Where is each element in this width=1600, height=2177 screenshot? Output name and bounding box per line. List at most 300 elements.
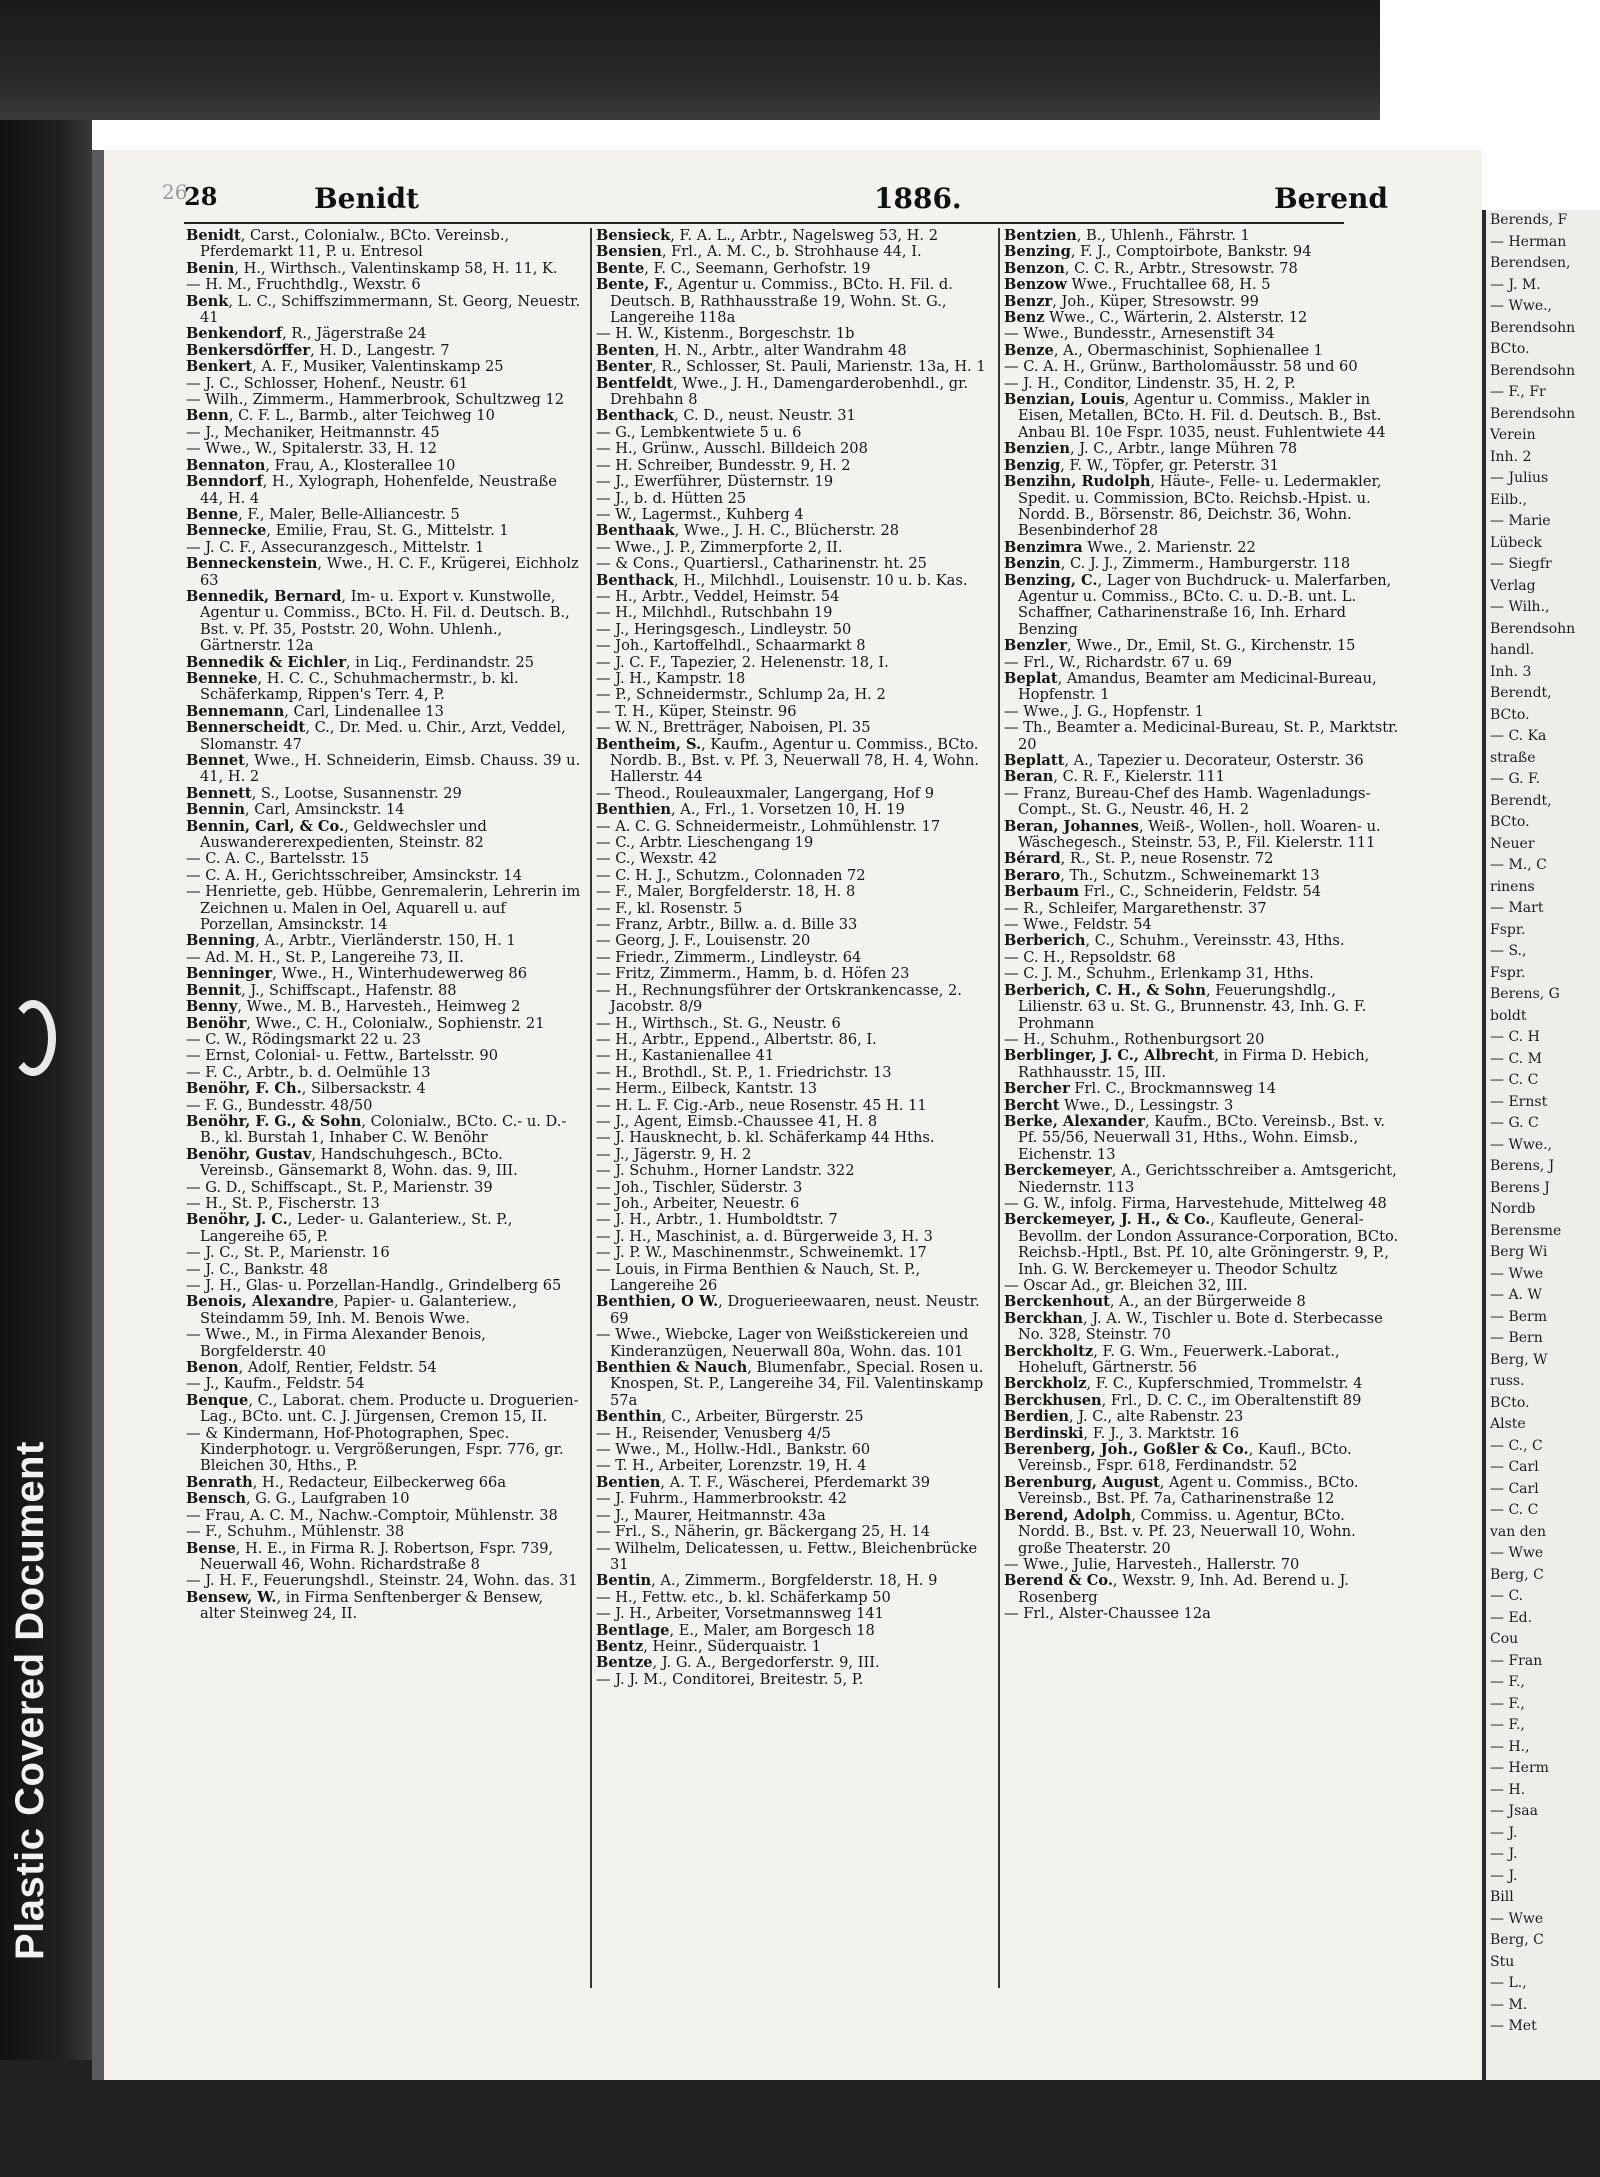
entry-name: Benzian, Louis xyxy=(1004,391,1125,409)
adjacent-page-fragment xyxy=(1482,210,1600,2080)
adjacent-page-line: Lübeck xyxy=(1490,534,1542,551)
entry-text: , Kaufm., BCto. Vereinsb., Bst. v. Pf. 55/56, Neuerwall 31, Hths., Wohn. Eimsb., Eichenstr. 13 xyxy=(1018,1112,1386,1163)
entry-text: , A., Tapezier u. Decorateur, Osterstr. 36 xyxy=(1064,752,1364,769)
directory-entry xyxy=(1004,1508,1399,1557)
entry-text: Wwe., 2. Marienstr. 22 xyxy=(1082,538,1256,556)
directory-entry xyxy=(1004,228,1399,244)
adjacent-page-line: — C. H xyxy=(1490,1029,1540,1045)
entry-text: — Wwe., Julie, Harvesteh., Hallerstr. 70 xyxy=(1004,1555,1300,1573)
directory-entry xyxy=(596,573,991,589)
header-last-word: Berend xyxy=(1274,182,1388,215)
directory-entry xyxy=(186,966,581,982)
entry-text: — W. N., Bretträger, Naboisen, Pl. 35 xyxy=(596,719,871,737)
directory-entry xyxy=(596,687,991,703)
directory-entry xyxy=(186,589,581,655)
entry-name: Benzler xyxy=(1004,637,1068,655)
entry-text: , R., Schlosser, St. Pauli, Marienstr. 13a, H. 1 xyxy=(651,358,986,376)
directory-entry xyxy=(186,1032,581,1048)
scanner-top-edge xyxy=(0,0,1380,120)
directory-entry xyxy=(1004,244,1399,260)
entry-text: , Lager von Buchdruck- u. Malerfarben, Agentur u. Commiss., BCto. C. u. D.-B. unt. L. Schaffner, Catharinenstraße 16, Inh. Erhard Benzing xyxy=(1018,571,1392,638)
scanner-top-right xyxy=(1380,0,1600,120)
entry-name: Berend, Adolph xyxy=(1004,1506,1132,1524)
directory-entry xyxy=(1004,769,1399,785)
entry-text: , A., Zimmerm., Borgfelderstr. 18, H. 9 xyxy=(651,1572,938,1590)
entry-text: , Geldwechsler und Auswandererexpedienten, Steinstr. 82 xyxy=(200,817,487,852)
directory-entry xyxy=(596,1327,991,1360)
directory-entry xyxy=(1004,1163,1399,1196)
directory-entry xyxy=(186,655,581,671)
directory-entry xyxy=(596,1458,991,1474)
directory-entry xyxy=(596,1065,991,1081)
directory-entry xyxy=(596,474,991,490)
entry-text: — F. G., Bundesstr. 48/50 xyxy=(186,1096,373,1114)
directory-entry xyxy=(186,343,581,359)
entry-text: , H., Redacteur, Eilbeckerweg 66a xyxy=(252,1473,507,1491)
entry-text: , C., Dr. Med. u. Chir., Arzt, Veddel, Slomanstr. 47 xyxy=(200,719,566,753)
entry-text: — Wwe., Bundesstr., Arnesenstift 34 xyxy=(1004,325,1275,343)
adjacent-page-line: Eilb., xyxy=(1490,491,1528,508)
entry-name: Bentien xyxy=(596,1473,661,1491)
entry-name: Benndorf xyxy=(186,473,263,491)
directory-entry xyxy=(186,1212,581,1245)
directory-entry xyxy=(1004,868,1399,884)
entry-text: — W., Lagermst., Kuhberg 4 xyxy=(596,505,804,523)
directory-entry xyxy=(596,884,991,900)
side-curl-mark xyxy=(10,1000,56,1076)
directory-entry xyxy=(596,1590,991,1606)
adjacent-page-line: boldt xyxy=(1490,1007,1527,1024)
directory-entry xyxy=(186,1278,581,1294)
directory-entry xyxy=(596,1032,991,1048)
entry-name: Benning xyxy=(186,932,256,950)
adjacent-page-line: — Jsaa xyxy=(1490,1803,1538,1819)
directory-entry xyxy=(186,1065,581,1081)
entry-name: Benois, Alexandre xyxy=(186,1293,334,1311)
directory-entry xyxy=(596,1475,991,1491)
entry-name: Bennerscheidt xyxy=(186,719,306,737)
entry-name: Benthack xyxy=(596,407,675,425)
entry-text: Frl. C., Brockmannsweg 14 xyxy=(1069,1080,1277,1098)
entry-text: , in Firma D. Hebich, Rathhausstr. 15, III. xyxy=(1018,1047,1370,1081)
directory-entry xyxy=(186,1098,581,1114)
directory-entry xyxy=(596,966,991,982)
directory-entry xyxy=(1004,1294,1399,1310)
directory-entry xyxy=(596,523,991,539)
directory-entry xyxy=(596,1048,991,1064)
directory-entry xyxy=(596,1245,991,1261)
entry-text: , Colonialw., BCto. C.- u. D.-B., kl. Burstah 1, Inhaber C. W. Benöhr xyxy=(200,1112,567,1147)
entry-text: , Wwe., C. H., Colonialw., Sophienstr. 21 xyxy=(246,1014,545,1032)
directory-entry xyxy=(186,868,581,884)
directory-entry xyxy=(186,802,581,818)
adjacent-page-line: russ. xyxy=(1490,1373,1525,1389)
entry-text: — H., Fettw. etc., b. kl. Schäferkamp 50 xyxy=(596,1588,891,1606)
directory-entry xyxy=(186,1294,581,1327)
entry-text: Wwe., D., Lessingstr. 3 xyxy=(1059,1096,1234,1114)
entry-name: Benkert xyxy=(186,358,253,376)
entry-text: — J. Hausknecht, b. kl. Schäferkamp 44 Hths. xyxy=(596,1129,935,1147)
entry-text: — Louis, in Firma Benthien & Nauch, St. P., Langereihe 26 xyxy=(596,1260,921,1294)
directory-entry xyxy=(596,1541,991,1574)
entry-text: — J. H., Conditor, Lindenstr. 35, H. 2, P. xyxy=(1004,374,1296,392)
entry-text: — C. H. J., Schutzm., Colonnaden 72 xyxy=(596,866,866,884)
directory-entry xyxy=(596,1081,991,1097)
directory-entry xyxy=(1004,1212,1399,1278)
column-2 xyxy=(596,228,991,2018)
entry-text: , Kaufm., Agentur u. Commiss., BCto. Nordb. B., Bst. v. Pf. 3, Neuerwall 78, H. 4, Wohn. Hallerstr. 44 xyxy=(610,735,980,786)
directory-entry xyxy=(596,933,991,949)
entry-text: , Silbersackstr. 4 xyxy=(301,1080,426,1098)
entry-text: — Wwe., M., Hollw.-Hdl., Bankstr. 60 xyxy=(596,1441,871,1459)
directory-entry xyxy=(1004,671,1399,704)
entry-text: , A. T. F., Wäscherei, Pferdemarkt 39 xyxy=(660,1473,931,1491)
directory-entry xyxy=(186,441,581,457)
directory-entry xyxy=(186,474,581,507)
entry-name: Bente, F. xyxy=(596,276,669,294)
entry-text: , C., Laborat. chem. Producte u. Droguerien-Lag., BCto. unt. C. J. Jürgensen, Cremon 15, II. xyxy=(200,1391,579,1426)
directory-entry xyxy=(1004,1098,1399,1114)
adjacent-page-line: — Herman xyxy=(1490,233,1567,250)
entry-name: Bentin xyxy=(596,1572,652,1590)
entry-text: , J. C., alte Rabenstr. 23 xyxy=(1068,1408,1244,1426)
entry-name: Bensew, W. xyxy=(186,1588,277,1606)
directory-entry xyxy=(1004,1081,1399,1097)
directory-entry xyxy=(186,1393,581,1426)
entry-text: , C. R. F., Kielerstr. 111 xyxy=(1053,768,1225,786)
directory-entry xyxy=(596,540,991,556)
directory-entry xyxy=(596,1016,991,1032)
entry-text: , J. G. A., Bergedorferstr. 9, III. xyxy=(652,1654,880,1672)
entry-name: Bennedik, Bernard xyxy=(186,587,342,605)
adjacent-page-line: — Siegfr xyxy=(1490,556,1552,572)
adjacent-page-line: Berendt, xyxy=(1490,792,1552,809)
directory-entry xyxy=(596,491,991,507)
directory-entry xyxy=(596,819,991,835)
entry-text: , in Firma Senftenberger & Bensew, alter Steinweg 24, II. xyxy=(200,1588,544,1623)
adjacent-page-line: Fspr. xyxy=(1490,964,1526,981)
entry-text: — H., Reisender, Venusberg 4/5 xyxy=(596,1424,831,1442)
entry-text: , Emilie, Frau, St. G., Mittelstr. 1 xyxy=(266,522,509,540)
entry-text: — J., Heringsgesch., Lindleystr. 50 xyxy=(596,620,852,638)
entry-text: , H. E., in Firma R. J. Robertson, Fspr. 739, Neuerwall 46, Wohn. Richardstraße 8 xyxy=(200,1539,554,1573)
entry-text: — J. P. W., Maschinenmstr., Schweinemkt. 17 xyxy=(596,1244,927,1262)
adjacent-page-line: — C. C xyxy=(1490,1502,1539,1518)
adjacent-page-line: — G. F. xyxy=(1490,771,1541,787)
entry-name: Bense xyxy=(186,1539,236,1557)
adjacent-page-line: rinens xyxy=(1490,878,1535,895)
entry-name: Berckhan xyxy=(1004,1309,1083,1327)
entry-text: — Wwe., J. P., Zimmerpforte 2, II. xyxy=(596,538,843,556)
directory-entry xyxy=(596,605,991,621)
directory-entry xyxy=(596,507,991,523)
entry-text: , R., Jägerstraße 24 xyxy=(282,325,427,343)
entry-name: Bennecke xyxy=(186,522,267,540)
directory-entry xyxy=(596,1147,991,1163)
entry-name: Beran, Johannes xyxy=(1004,817,1139,835)
entry-name: Berberich xyxy=(1004,932,1086,950)
directory-entry xyxy=(596,704,991,720)
adjacent-page-line: — S., xyxy=(1490,943,1527,959)
directory-entry xyxy=(186,1360,581,1376)
entry-text: — H., St. P., Fischerstr. 13 xyxy=(186,1194,380,1212)
adjacent-page-line: — Wwe xyxy=(1490,1545,1544,1561)
adjacent-page-line: — Ernst xyxy=(1490,1093,1548,1110)
adjacent-page-line: — F., Fr xyxy=(1490,384,1546,400)
entry-text: — T. H., Arbeiter, Lorenzstr. 19, H. 4 xyxy=(596,1457,867,1475)
entry-text: — H., Schuhm., Rothenburgsort 20 xyxy=(1004,1030,1265,1048)
directory-entry xyxy=(1004,294,1399,310)
directory-entry xyxy=(596,261,991,277)
plastic-covered-label: Plastic Covered Document xyxy=(8,1441,52,1960)
adjacent-page-line: Berg, W xyxy=(1490,1351,1548,1368)
directory-entry xyxy=(1004,901,1399,917)
entry-text: , Frl., D. C. C., im Oberaltenstift 89 xyxy=(1101,1391,1362,1409)
directory-entry xyxy=(1004,1409,1399,1425)
entry-text: , Wwe., H., Winterhudewerweg 86 xyxy=(272,965,528,983)
entry-text: , Im- u. Export v. Kunstwolle, Agentur u. Commiss., BCto. H. Fil. d. Deutsch. B., Bst. v. Pf. 35, Poststr. 20, Wohn. Uhlenh., Gärtnerstr. 12a xyxy=(200,587,570,655)
entry-name: Benn xyxy=(186,407,229,425)
directory-entry xyxy=(596,622,991,638)
entry-name: Bensch xyxy=(186,1490,246,1508)
entry-text: — G., Lembkentwiete 5 u. 6 xyxy=(596,423,802,441)
directory-entry xyxy=(186,523,581,539)
entry-text: — J. H. F., Feuerungshdl., Steinstr. 24, Wohn. das. 31 xyxy=(186,1572,578,1590)
entry-text: — Frau, A. C. M., Nachw.-Comptoir, Mühlenstr. 38 xyxy=(186,1506,558,1524)
entry-text: — C. A. C., Bartelsstr. 15 xyxy=(186,850,370,868)
directory-entry xyxy=(186,326,581,342)
entry-text: — Frl., W., Richardstr. 67 u. 69 xyxy=(1004,653,1232,671)
entry-name: Benzon xyxy=(1004,259,1065,277)
entry-text: — H., Milchhdl., Rutschbahn 19 xyxy=(596,604,833,622)
page-header xyxy=(162,180,1388,215)
entry-name: Berenberg, Joh., Goßler & Co. xyxy=(1004,1441,1249,1459)
adjacent-page-line: BCto. xyxy=(1490,1394,1530,1411)
directory-entry xyxy=(596,1130,991,1146)
directory-entry xyxy=(1004,1606,1399,1622)
adjacent-page-line: — A. W xyxy=(1490,1287,1542,1303)
directory-entry xyxy=(186,704,581,720)
adjacent-page-line: Berens, G xyxy=(1490,986,1560,1002)
directory-entry xyxy=(186,1048,581,1064)
adjacent-page-line: Inh. 2 xyxy=(1490,448,1532,465)
entry-text: — G. W., infolg. Firma, Harvestehude, Mittelweg 48 xyxy=(1004,1194,1387,1212)
entry-text: , Wwe., Dr., Emil, St. G., Kirchenstr. 15 xyxy=(1067,637,1356,655)
entry-text: , Weiß-, Wollen-, holl. Woaren- u. Wäschegesch., Steinstr. 53, P., Fil. Kielerstr. 111 xyxy=(1018,817,1381,852)
adjacent-page-line: — M. xyxy=(1490,1996,1528,2013)
directory-entry xyxy=(596,1409,991,1425)
directory-entry xyxy=(1004,441,1399,457)
directory-entry xyxy=(596,1426,991,1442)
adjacent-page-line: Berensme xyxy=(1490,1222,1562,1239)
entry-text: , Joh., Küper, Stresowstr. 99 xyxy=(1052,292,1259,310)
entry-text: — J. H., Kampstr. 18 xyxy=(596,669,746,687)
directory-entry xyxy=(596,1229,991,1245)
entry-text: — J. H., Arbeiter, Vorsetmannsweg 141 xyxy=(596,1605,884,1623)
adjacent-page-line: Berendsohn xyxy=(1490,620,1576,637)
entry-text: — J., Kaufm., Feldstr. 54 xyxy=(186,1375,365,1393)
entry-name: Benz xyxy=(1004,309,1045,327)
faint-page-number: 26 xyxy=(162,180,188,204)
entry-text: , Heinr., Süderquaistr. 1 xyxy=(643,1637,822,1655)
adjacent-page-line: — H. xyxy=(1490,1781,1526,1798)
directory-entry xyxy=(1004,1278,1399,1294)
entry-text: , C. F. L., Barmb., alter Teichweg 10 xyxy=(228,407,495,425)
directory-entry xyxy=(1004,720,1399,753)
entry-text: — J., Mechaniker, Heitmannstr. 45 xyxy=(186,423,440,441)
directory-entry xyxy=(186,425,581,441)
entry-text: — H., Brothdl., St. P., 1. Friedrichstr. 13 xyxy=(596,1063,892,1081)
adjacent-page-line: Verein xyxy=(1490,427,1536,443)
directory-entry xyxy=(1004,326,1399,342)
entry-text: — Frl., S., Näherin, gr. Bäckergang 25, H. 14 xyxy=(596,1523,931,1541)
entry-name: Berckemeyer xyxy=(1004,1162,1112,1180)
entry-name: Bérard xyxy=(1004,850,1061,868)
directory-entry xyxy=(596,1442,991,1458)
adjacent-page-line: — C. M xyxy=(1490,1050,1542,1067)
entry-text: , Frau, A., Klosterallee 10 xyxy=(265,456,456,474)
entry-name: Bentfeldt xyxy=(596,374,674,392)
directory-entry xyxy=(1004,359,1399,375)
entry-text: , Häute-, Felle- u. Ledermakler, Spedit. u. Commission, BCto. Reichsb.-Hpist. u. Nordd. B., Börsenstr. 86, Deichstr. 36, Wohn. Besenbinderhof 28 xyxy=(1018,473,1382,540)
adjacent-page-line: Berens, J xyxy=(1490,1158,1555,1174)
entry-name: Berberich, C. H., & Sohn xyxy=(1004,981,1206,999)
entry-text: , L. C., Schiffszimmermann, St. Georg, Neuestr. 41 xyxy=(200,292,581,327)
directory-entry xyxy=(186,1508,581,1524)
directory-entry xyxy=(1004,704,1399,720)
entry-name: Beplat xyxy=(1004,669,1058,687)
entry-name: Benter xyxy=(596,358,652,376)
entry-text: — Wwe., W., Spitalerstr. 33, H. 12 xyxy=(186,440,437,458)
entry-text: — Wilh., Zimmerm., Hammerbrook, Schultzweg 12 xyxy=(186,391,565,409)
entry-text: — Friedr., Zimmerm., Lindleystr. 64 xyxy=(596,948,862,966)
entry-text: , Agentur u. Commiss., Makler in Eisen, Metallen, BCto. H. Fil. d. Deutsch. B., Bst. Anbau Bl. 10e Fspr. 1035, neust. Fuhlentwiete 44 xyxy=(1018,391,1386,441)
adjacent-page-line: Berg, C xyxy=(1490,1932,1544,1948)
directory-entry xyxy=(596,408,991,424)
directory-page xyxy=(92,150,1482,2080)
entry-name: Benze xyxy=(1004,341,1054,359)
entry-text: — C. A. H., Grünw., Bartholomäusstr. 58 und 60 xyxy=(1004,358,1358,376)
directory-entry xyxy=(1004,1032,1399,1048)
adjacent-page-line: Berg Wi xyxy=(1490,1244,1548,1260)
entry-name: Berke, Alexander xyxy=(1004,1112,1145,1130)
entry-text: — F. C., Arbtr., b. d. Oelmühle 13 xyxy=(186,1063,431,1081)
entry-text: , Droguerieewaaren, neust. Neustr. 69 xyxy=(610,1293,980,1327)
entry-name: Beraro xyxy=(1004,866,1061,884)
directory-entry xyxy=(186,819,581,852)
directory-entry xyxy=(186,933,581,949)
entry-text: , Leder- u. Galanteriew., St. P., Langereihe 65, P. xyxy=(200,1211,513,1245)
adjacent-page-line: — Carl xyxy=(1490,1480,1539,1497)
entry-name: Benrath xyxy=(186,1473,253,1491)
entry-name: Berckenhout xyxy=(1004,1293,1110,1311)
adjacent-page-line: — Met xyxy=(1490,2018,1537,2034)
entry-text: , H. C. C., Schuhmachermstr., b. kl. Schäferkamp, Rippen's Terr. 4, P. xyxy=(200,669,519,704)
directory-entry xyxy=(596,244,991,260)
entry-text: — R., Schleifer, Margarethenstr. 37 xyxy=(1004,899,1267,917)
entry-text: , Wwe., M. B., Harvesteh., Heimweg 2 xyxy=(237,998,521,1016)
entry-text: — J. C. F., Assecuranzgesch., Mittelstr. 1 xyxy=(186,538,485,556)
entry-text: , Kaufleute, General-Bevollm. der London Assurance-Corporation, BCto. Reichsb.-Hptl., Bst. Pf. 10, alte Gröningerstr. 9, P., Inh. G. W. Berckemeyer u. Theodor Schultz xyxy=(1018,1211,1399,1278)
entry-text: — J. J. M., Conditorei, Breitestr. 5, P. xyxy=(596,1670,864,1688)
entry-name: Benny xyxy=(186,998,238,1016)
entry-text: — J., Ewerführer, Düsternstr. 19 xyxy=(596,473,834,491)
entry-text: — J., Jägerstr. 9, H. 2 xyxy=(596,1145,752,1163)
adjacent-page-line: BCto. xyxy=(1490,706,1530,723)
directory-entry xyxy=(1004,1344,1399,1377)
directory-entry xyxy=(596,868,991,884)
directory-entry xyxy=(186,392,581,408)
directory-entry xyxy=(596,1573,991,1589)
adjacent-page-line: Alste xyxy=(1490,1416,1526,1432)
directory-entry xyxy=(596,1114,991,1130)
entry-text: — G. D., Schiffscapt., St. P., Marienstr. 39 xyxy=(186,1178,493,1196)
directory-entry xyxy=(186,1475,581,1491)
entry-text: , Wwe., J. H. C., Blücherstr. 28 xyxy=(674,522,900,540)
directory-entry xyxy=(1004,983,1399,1032)
adjacent-page-line: Berendsohn xyxy=(1490,362,1576,379)
adjacent-page-line: Berendt, xyxy=(1490,685,1552,701)
entry-name: Berdien xyxy=(1004,1408,1069,1426)
directory-entry xyxy=(186,540,581,556)
entry-text: — C., Arbtr. Lieschengang 19 xyxy=(596,834,814,852)
directory-entry xyxy=(596,441,991,457)
directory-entry xyxy=(186,1245,581,1261)
entry-text: — Herm., Eilbeck, Kantstr. 13 xyxy=(596,1080,818,1098)
adjacent-page-line: — Wwe., xyxy=(1490,298,1553,314)
directory-entry xyxy=(186,1016,581,1032)
directory-entry xyxy=(186,507,581,523)
entry-text: — J., Agent, Eimsb.-Chaussee 41, H. 8 xyxy=(596,1112,878,1130)
directory-entry xyxy=(1004,474,1399,540)
directory-entry xyxy=(186,277,581,293)
directory-entry xyxy=(1004,310,1399,326)
adjacent-page-line: — Wwe xyxy=(1490,1265,1544,1282)
entry-text: — & Cons., Quartiersl., Catharinenstr. ht. 25 xyxy=(596,555,927,573)
directory-entry xyxy=(596,851,991,867)
directory-entry xyxy=(1004,655,1399,671)
entry-text: , Wexstr. 9, Inh. Ad. Berend u. J. Rosenberg xyxy=(1018,1572,1349,1606)
entry-name: Bennit xyxy=(186,981,242,999)
entry-text: , A., Gerichtsschreiber a. Amtsgericht, Niedernstr. 113 xyxy=(1018,1162,1397,1196)
adjacent-page-line: — L., xyxy=(1490,1975,1527,1991)
entry-text: — J. C., St. P., Marienstr. 16 xyxy=(186,1244,390,1262)
directory-entry xyxy=(596,720,991,736)
directory-entry xyxy=(596,376,991,409)
entry-text: , F. J., 3. Marktstr. 16 xyxy=(1083,1424,1240,1442)
column-1 xyxy=(186,228,581,2018)
directory-entry xyxy=(1004,343,1399,359)
entry-text: — H. L. F. Cig.-Arb., neue Rosenstr. 45 H. 11 xyxy=(596,1096,927,1114)
adjacent-page-line: — H., xyxy=(1490,1738,1530,1755)
entry-name: Berdinski xyxy=(1004,1424,1084,1442)
entry-text: , S., Lootse, Susannenstr. 29 xyxy=(251,784,462,802)
entry-text: — H., Arbtr., Eppend., Albertstr. 86, I. xyxy=(596,1030,877,1048)
entry-text: , A., an der Bürgerweide 8 xyxy=(1109,1293,1306,1311)
entry-text: — Wilhelm, Delicatessen, u. Fettw., Bleichenbrücke 31 xyxy=(596,1539,978,1573)
adjacent-page-line: Stu xyxy=(1490,1953,1515,1970)
directory-entry xyxy=(186,720,581,753)
directory-entry xyxy=(1004,277,1399,293)
directory-entry xyxy=(596,1212,991,1228)
entry-text: Frl., C., Schneiderin, Feldstr. 54 xyxy=(1079,883,1322,901)
directory-entry xyxy=(1004,1573,1399,1606)
adjacent-page-line: — Wilh., xyxy=(1490,599,1550,615)
adjacent-page-line: — M., C xyxy=(1490,857,1547,873)
directory-entry xyxy=(186,261,581,277)
directory-entry xyxy=(596,458,991,474)
directory-entry xyxy=(596,589,991,605)
